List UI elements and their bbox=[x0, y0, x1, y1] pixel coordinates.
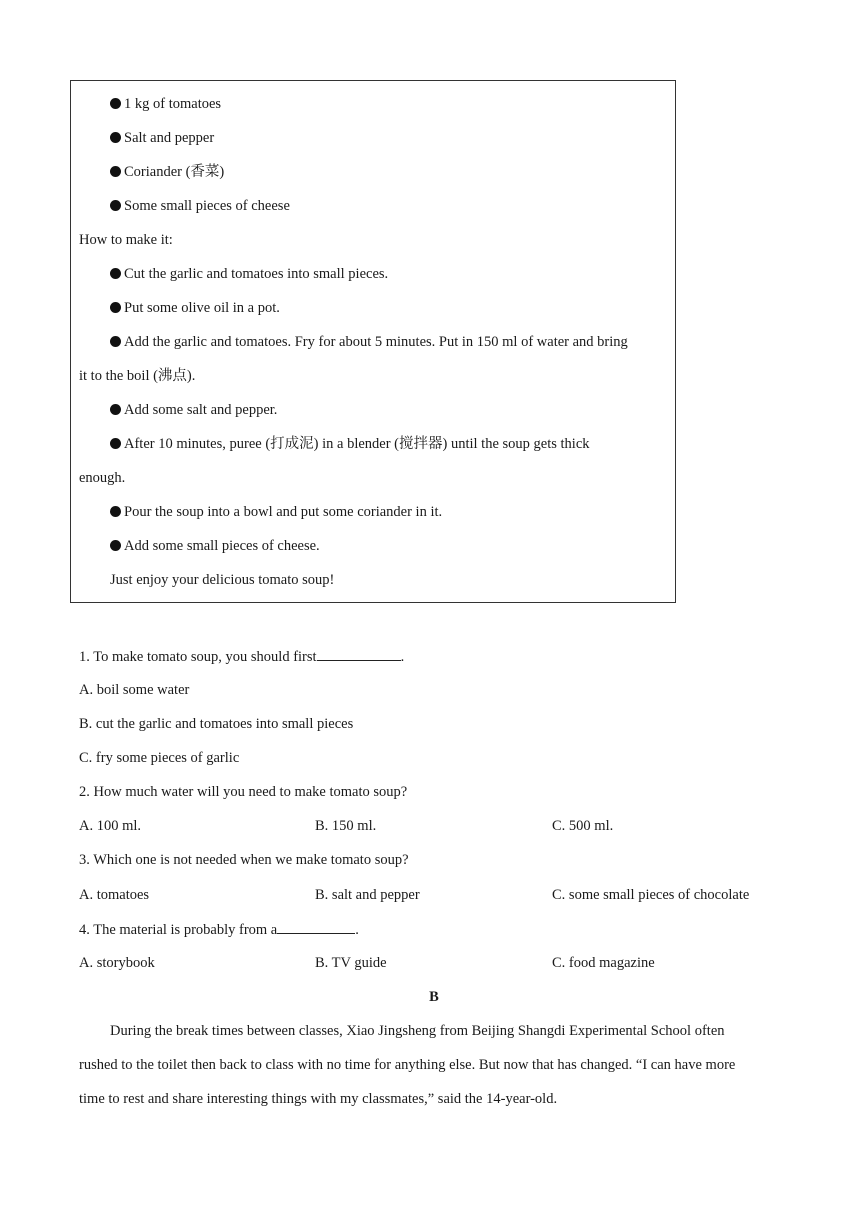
how-to-heading: How to make it: bbox=[79, 232, 173, 248]
bullet-icon bbox=[110, 268, 121, 279]
bullet-icon bbox=[110, 404, 121, 415]
question-1-option-b: B. cut the garlic and tomatoes into small pieces bbox=[79, 716, 354, 732]
ingredient-item: Coriander (香菜) bbox=[110, 163, 224, 181]
bullet-icon bbox=[110, 302, 121, 313]
question-4-option-a: A. storybook bbox=[79, 955, 155, 971]
step-continuation: it to the boil (沸点). bbox=[79, 368, 196, 384]
question-4: 4. The material is probably from a . bbox=[79, 922, 359, 938]
question-1: 1. To make tomato soup, you should first . bbox=[79, 649, 405, 665]
passage-line: rushed to the toilet then back to class with no time for anything else. But now that has changed. “I can have more bbox=[79, 1057, 736, 1073]
question-2-option-b: B. 150 ml. bbox=[315, 818, 377, 834]
bullet-icon bbox=[110, 438, 121, 449]
ingredient-item: Salt and pepper bbox=[110, 129, 214, 147]
bullet-icon bbox=[110, 200, 121, 211]
step-item: Add some small pieces of cheese. bbox=[110, 537, 320, 555]
question-3-option-b: B. salt and pepper bbox=[315, 887, 420, 903]
passage-line: During the break times between classes, Xiao Jingsheng from Beijing Shangdi Experimental School often bbox=[110, 1023, 725, 1039]
bullet-icon bbox=[110, 540, 121, 551]
ingredient-item: Some small pieces of cheese bbox=[110, 197, 290, 215]
question-2-option-c: C. 500 ml. bbox=[552, 818, 614, 834]
step-continuation: enough. bbox=[79, 470, 126, 486]
bullet-icon bbox=[110, 506, 121, 517]
step-item: After 10 minutes, puree (打成泥) in a blender (搅拌器) until the soup gets thick bbox=[110, 435, 590, 453]
question-2: 2. How much water will you need to make tomato soup? bbox=[79, 784, 408, 800]
step-item: Add some salt and pepper. bbox=[110, 401, 277, 419]
closing-line: Just enjoy your delicious tomato soup! bbox=[110, 572, 335, 588]
question-1-option-a: A. boil some water bbox=[79, 682, 190, 698]
question-2-option-a: A. 100 ml. bbox=[79, 818, 142, 834]
question-3: 3. Which one is not needed when we make tomato soup? bbox=[79, 852, 409, 868]
question-4-option-b: B. TV guide bbox=[315, 955, 387, 971]
question-3-option-a: A. tomatoes bbox=[79, 887, 150, 903]
answer-blank bbox=[277, 920, 355, 934]
ingredient-item: 1 kg of tomatoes bbox=[110, 95, 221, 113]
step-item: Put some olive oil in a pot. bbox=[110, 299, 280, 317]
section-b-label: B bbox=[429, 989, 439, 1005]
step-item: Cut the garlic and tomatoes into small pieces. bbox=[110, 265, 388, 283]
question-4-option-c: C. food magazine bbox=[552, 955, 655, 971]
question-3-option-c: C. some small pieces of chocolate bbox=[552, 887, 750, 903]
bullet-icon bbox=[110, 166, 121, 177]
passage-line: time to rest and share interesting things with my classmates,” said the 14-year-old. bbox=[79, 1091, 558, 1107]
question-1-option-c: C. fry some pieces of garlic bbox=[79, 750, 240, 766]
step-item: Add the garlic and tomatoes. Fry for about 5 minutes. Put in 150 ml of water and bring bbox=[110, 333, 628, 351]
step-item: Pour the soup into a bowl and put some coriander in it. bbox=[110, 503, 442, 521]
bullet-icon bbox=[110, 98, 121, 109]
bullet-icon bbox=[110, 336, 121, 347]
answer-blank bbox=[317, 647, 401, 661]
bullet-icon bbox=[110, 132, 121, 143]
